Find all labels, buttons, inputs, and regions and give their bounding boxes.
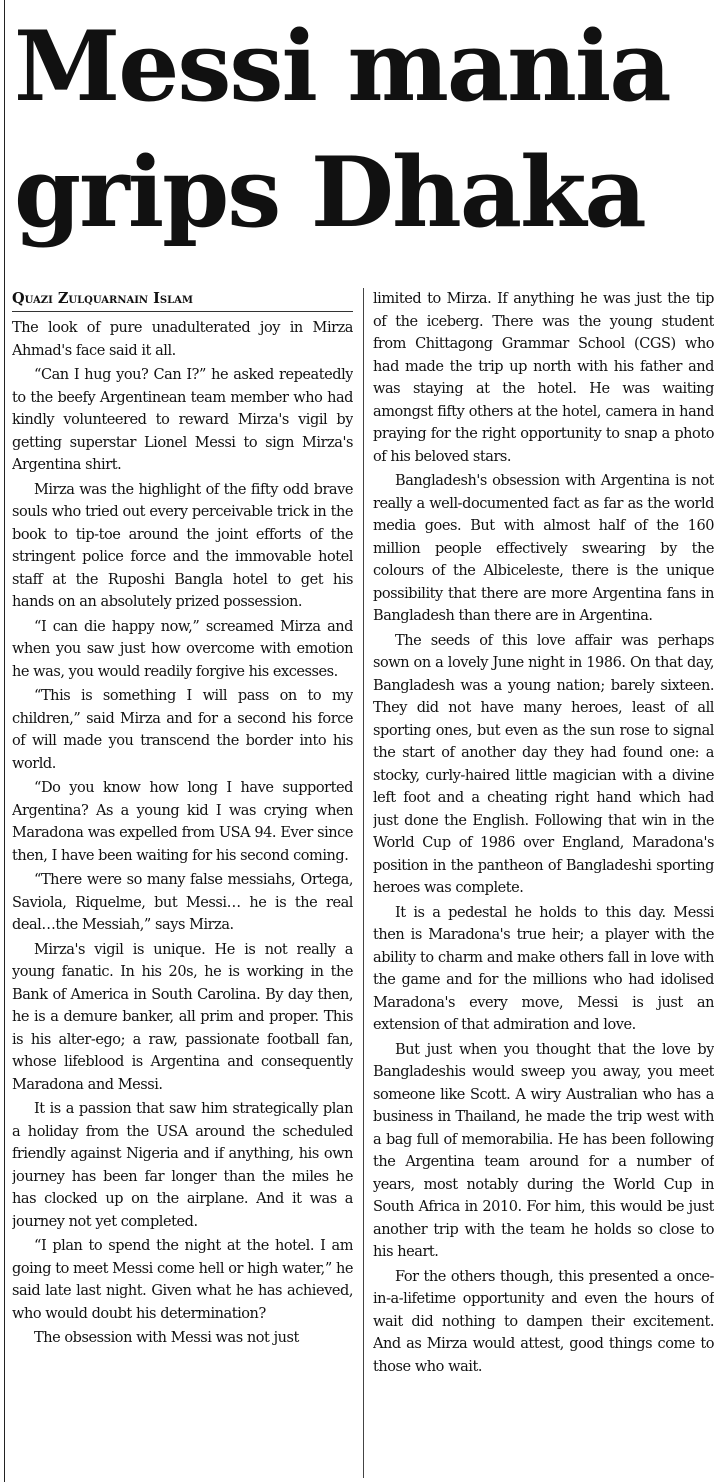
paragraph: The seeds of this love affair was perhaps sown on a lovely June night in 1986. On that day, Bangladesh was a young nation; barely sixteen. They did not have many heroes, least of all sporting ones, but even as the sun rose to signal the start of another day they had found one: a stocky, curly-haired little magician with a divine left foot and a cheating right hand which had just done the English. Following that win in the World Cup of 1986 over England, Maradona's position in the pantheon of Bangladeshi sporting heroes was complete. xyxy=(373,632,714,896)
article-column-left xyxy=(12,288,353,1478)
article-column-right xyxy=(373,288,714,1478)
headline-line-1: Messi mania xyxy=(14,10,670,123)
page-left-rule xyxy=(4,0,5,1482)
paragraph: limited to Mirza. If anything he was just the tip of the iceberg. There was the young student from Chittagong Grammar School (CGS) who had made the trip up north with his father and was staying at the hotel. He was waiting amongst fifty others at the hotel, camera in hand praying for the right opportunity to snap a photo of his beloved stars. xyxy=(373,291,714,465)
column-divider xyxy=(363,288,364,1478)
paragraph: “Can I hug you? Can I?” he asked repeatedly to the beefy Argentinean team member who had kindly volunteered to reward Mirza's vigil by getting superstar Lionel Messi to sign Mirza's Argentina shirt. xyxy=(12,367,353,473)
headline-line-2: grips Dhaka xyxy=(14,136,645,249)
paragraph: “I can die happy now,” screamed Mirza and when you saw just how overcome with emotion he was, you would readily forgive his excesses. xyxy=(12,618,353,680)
paragraph: “This is something I will pass on to my children,” said Mirza and for a second his force of will made you transcend the border into his world. xyxy=(12,688,353,772)
paragraph: But just when you thought that the love by Bangladeshis would sweep you away, you meet someone like Scott. A wiry Australian who has a business in Thailand, he made the trip west with a bag full of memorabilia. He has been following the Argentina team around for a number of years, most notably during the World Cup in South Africa in 2010. For him, this would be just another trip with the team he holds so close to his heart. xyxy=(373,1041,714,1260)
paragraph: Mirza was the highlight of the fifty odd brave souls who tried out every perceivable trick in the book to tip-toe around the joint efforts of the stringent police force and the immovable hotel staff at the Ruposhi Bangla hotel to get his hands on an absolutely prized possession. xyxy=(12,481,353,610)
paragraph: For the others though, this presented a once-in-a-lifetime opportunity and even the hours of wait did nothing to dampen their excitement. And as Mirza would attest, good things come to those who wait. xyxy=(373,1268,714,1375)
headline xyxy=(14,4,719,256)
paragraph: Bangladesh's obsession with Argentina is not really a well-documented fact as far as the world media goes. But with almost half of the 160 million people effectively swearing by the colours of the Albiceleste, there is the unique possibility that there are more Argentina fans in Bangladesh than there are in Argentina. xyxy=(373,473,714,624)
paragraph: “Do you know how long I have supported Argentina? As a young kid I was crying when Maradona was expelled from USA 94. Ever since then, I have been waiting for his second coming. xyxy=(12,780,353,864)
paragraph: The look of pure unadulterated joy in Mirza Ahmad's face said it all. xyxy=(12,320,353,359)
paragraph: It is a pedestal he holds to this day. Messi then is Maradona's true heir; a player with the ability to charm and make others fall in love with the game and for the millions who had idolised Maradona's every move, Messi is just an extension of that admiration and love. xyxy=(373,904,714,1033)
paragraph: The obsession with Messi was not just xyxy=(34,1330,299,1346)
paragraph: “There were so many false messiahs, Ortega, Saviola, Riquelme, but Messi… he is the real deal…the Messiah,” says Mirza. xyxy=(12,872,353,933)
paragraph: Mirza's vigil is unique. He is not really a young fanatic. In his 20s, he is working in the Bank of America in South Carolina. By day then, he is a demure banker, all prim and proper. This is his alter-ego; a raw, passionate football fan, whose lifeblood is Argentina and consequently Maradona and Messi. xyxy=(12,941,353,1093)
byline: Quazi Zulquarnain Islam xyxy=(12,288,353,312)
paragraph: “I plan to spend the night at the hotel. I am going to meet Messi come hell or high water,” he said late last night. Given what he has achieved, who would doubt his determination? xyxy=(12,1238,353,1322)
paragraph: It is a passion that saw him strategically plan a holiday from the USA around the scheduled friendly against Nigeria and if anything, his own journey has been far longer than the miles he has clocked up on the airplane. And it was a journey not yet completed. xyxy=(12,1101,353,1230)
